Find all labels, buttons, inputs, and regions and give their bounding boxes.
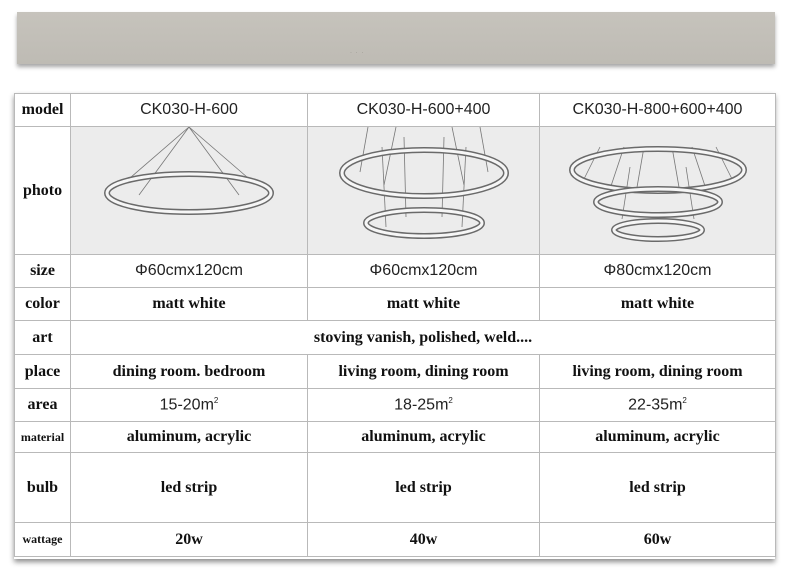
label-place: place	[15, 355, 71, 389]
row-color	[15, 288, 776, 321]
bulb-cell-3: led strip	[540, 453, 776, 523]
label-area: area	[15, 389, 71, 422]
size-cell-1: Φ60cmx120cm	[71, 255, 308, 288]
label-photo: photo	[15, 127, 71, 255]
size-cell-3: Φ80cmx120cm	[540, 255, 776, 288]
place-cell-1: dining room. bedroom	[71, 355, 308, 389]
model-cell-1: CK030-H-600	[71, 94, 308, 127]
single-ring-chandelier-icon	[71, 127, 308, 254]
row-place	[15, 355, 776, 389]
material-cell-2: aluminum, acrylic	[308, 422, 540, 453]
wattage-cell-2: 40w	[308, 523, 540, 557]
photo-cell-3	[540, 127, 776, 255]
row-bulb	[15, 453, 776, 523]
area-cell-2	[308, 389, 540, 422]
area-value-1: 15-20m	[159, 396, 214, 414]
art-cell: stoving vanish, polished, weld....	[71, 321, 776, 355]
row-wattage	[15, 523, 776, 557]
label-model: model	[15, 94, 71, 127]
row-photo	[15, 127, 776, 255]
area-cell-3	[540, 389, 776, 422]
triple-ring-chandelier-icon	[540, 127, 776, 254]
area-value-3: 22-35m	[628, 396, 683, 414]
size-cell-2: Φ60cmx120cm	[308, 255, 540, 288]
photo-cell-1	[71, 127, 308, 255]
label-material: material	[15, 422, 71, 453]
material-cell-1: aluminum, acrylic	[71, 422, 308, 453]
place-cell-2: living room, dining room	[308, 355, 540, 389]
row-size	[15, 255, 776, 288]
model-cell-2: CK030-H-600+400	[308, 94, 540, 127]
model-cell-3: CK030-H-800+600+400	[540, 94, 776, 127]
header-banner	[17, 12, 775, 64]
area-value-2: 18-25m	[394, 396, 449, 414]
row-material	[15, 422, 776, 453]
bulb-cell-1: led strip	[71, 453, 308, 523]
wattage-cell-3: 60w	[540, 523, 776, 557]
label-wattage: wattage	[15, 523, 71, 557]
area-unit-sup-1: 2	[213, 395, 219, 405]
color-cell-2: matt white	[308, 288, 540, 321]
color-cell-1: matt white	[71, 288, 308, 321]
color-cell-3: matt white	[540, 288, 776, 321]
place-cell-3: living room, dining room	[540, 355, 776, 389]
banner-mark: · · ·	[350, 50, 365, 56]
row-art	[15, 321, 776, 355]
spec-table	[14, 93, 776, 557]
bulb-cell-2: led strip	[308, 453, 540, 523]
double-ring-chandelier-icon	[308, 127, 540, 254]
spec-table-frame	[14, 93, 775, 559]
label-bulb: bulb	[15, 453, 71, 523]
label-size: size	[15, 255, 71, 288]
wattage-cell-1: 20w	[71, 523, 308, 557]
row-area	[15, 389, 776, 422]
area-unit-sup-3: 2	[682, 395, 687, 405]
label-art: art	[15, 321, 71, 355]
label-color: color	[15, 288, 71, 321]
area-unit-sup-2: 2	[448, 395, 453, 405]
material-cell-3: aluminum, acrylic	[540, 422, 776, 453]
row-model	[15, 94, 776, 127]
area-cell-1	[71, 389, 308, 422]
photo-cell-2	[308, 127, 540, 255]
